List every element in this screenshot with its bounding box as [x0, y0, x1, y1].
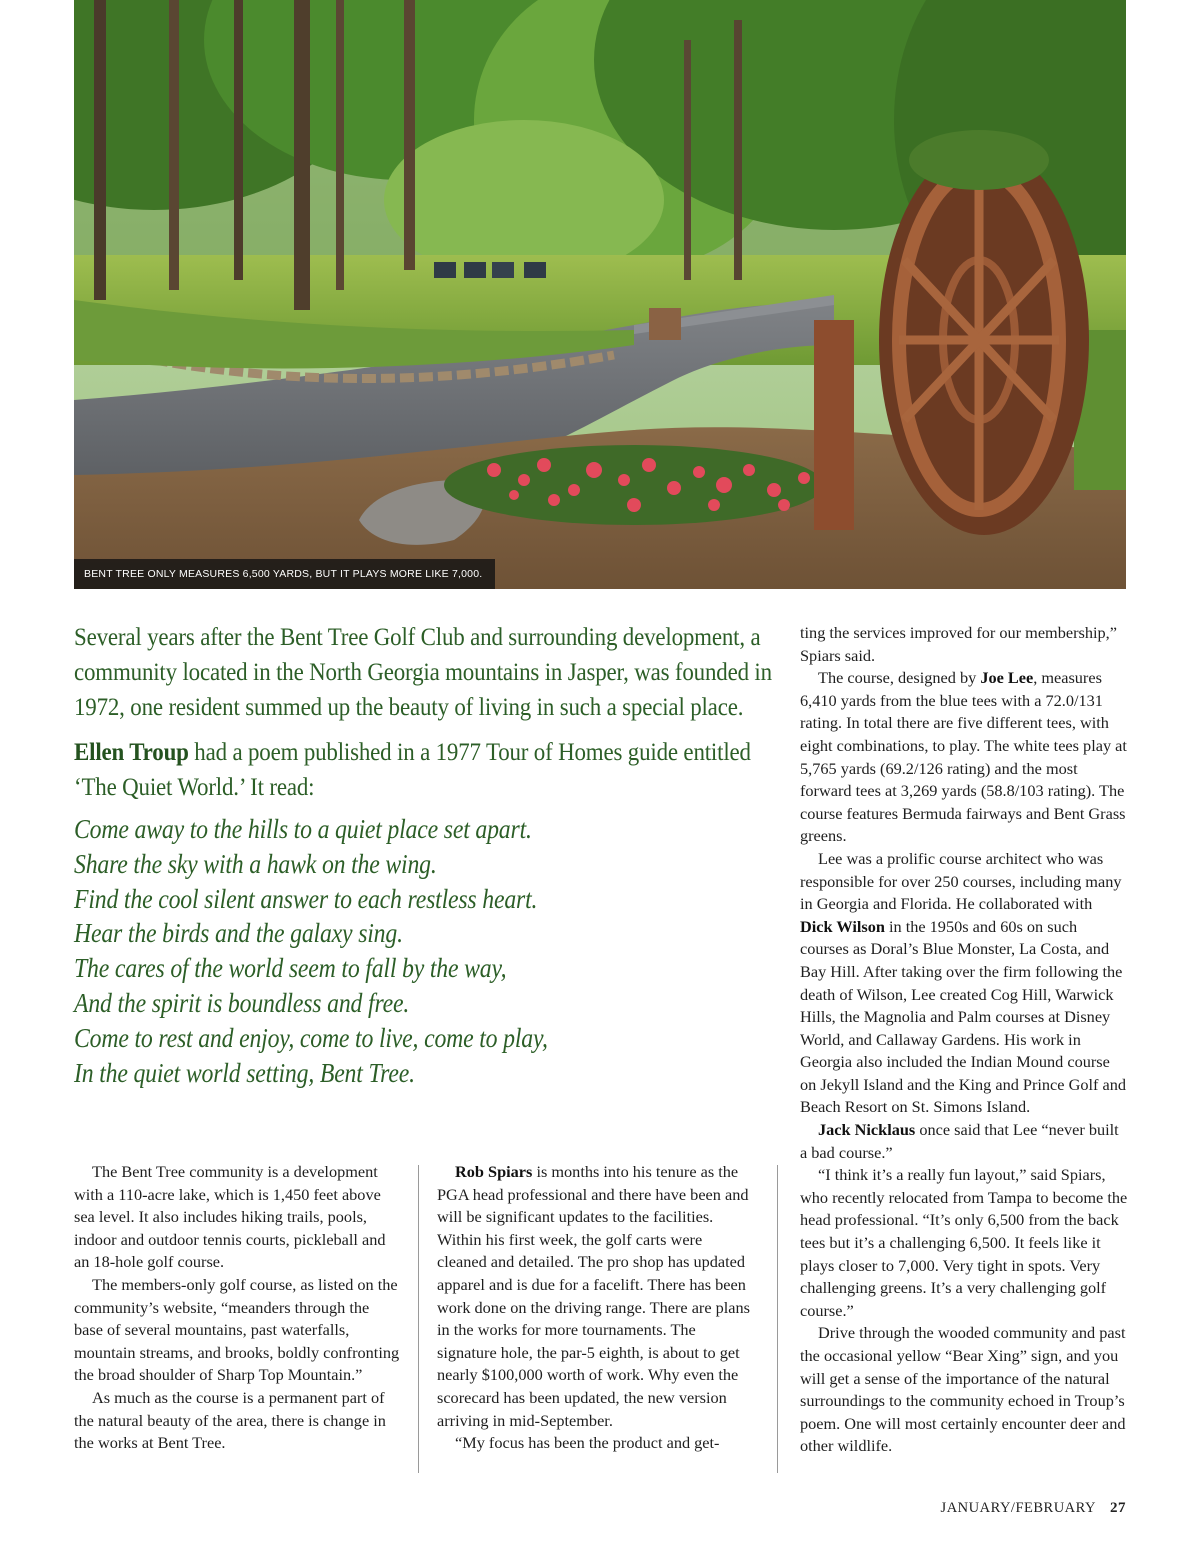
lead-troup [74, 734, 774, 804]
poem-line: Come to rest and enjoy, come to live, come to play, [74, 1022, 548, 1053]
text-run: in the 1950s and 60s on such courses as Doral’s Blue Monster, La Costa, and Bay Hill. After taking over the firm following the death of Wilson, Lee created Cog Hill, Warwick Hills, the Magnolia and Palm courses at Disney World, and Callaway Gardens. His work in Georgia also included the Indian Mound course on Jekyll Island and the King and Prince Golf and Beach Resort on St. Simons Island. [800, 916, 1127, 1117]
poem-line: The cares of the world seem to fall by the way, [74, 953, 507, 984]
page-number: 27 [1110, 1500, 1126, 1516]
poem-line: And the spirit is boundless and free. [74, 987, 410, 1018]
paragraph: “My focus has been the product and get- [455, 1433, 720, 1453]
lead-intro: Several years after the Bent Tree Golf Club and surrounding development, a community located in the North Georgia mountains in Jasper, was founded in 1972, one resident summed up the beauty of living in such a special place. [74, 622, 772, 721]
paragraph: The Bent Tree community is a development with a 110-acre lake, which is 1,450 feet above sea level. It also includes hiking trails, pools, indoor and outdoor tennis courts, pickleball and an 18-hole golf course. [74, 1162, 386, 1272]
paragraph [437, 1161, 755, 1432]
article-column-3 [800, 622, 1128, 1458]
column-divider [777, 1165, 778, 1473]
photo-caption: BENT TREE ONLY MEASURES 6,500 YARDS, BUT IT PLAYS MORE LIKE 7,000. [74, 559, 495, 589]
paragraph: “I think it’s a really fun layout,” said Spiars, who recently relocated from Tampa to become the head professional. “It’s only 6,500 from the back tees but it’s a challenging 6,500. It feels like it plays closer to 7,000. Very tight in spots. Very challenging greens. It’s a very challenging golf course.” [800, 1165, 1128, 1320]
name-joe-lee: Joe Lee [980, 668, 1034, 688]
paragraph [800, 1119, 1128, 1164]
paragraph [800, 667, 1128, 848]
hero-photo [74, 0, 1126, 589]
paragraph: ting the services improved for our membership,” Spiars said. [800, 623, 1117, 665]
poem-line: In the quiet world setting, Bent Tree. [74, 1057, 415, 1088]
page-footer [941, 1500, 1126, 1517]
column-divider [418, 1165, 419, 1473]
poem [74, 812, 778, 1090]
lead-troup-rest: had a poem published in a 1977 Tour of Homes guide entitled ‘The Quiet World.’ It read: [74, 737, 751, 801]
poem-line: Hear the birds and the galaxy sing. [74, 918, 403, 949]
name-rob-spiars: Rob Spiars [455, 1162, 533, 1181]
text-run: , measures 6,410 yards from the blue tees with a 72.0/131 rating. In total there are five different tees, with eight combinations, to play. The white tees play at 5,765 yards (69.2/126 rating) and the most forward tees at 3,269 yards (58.8/103 rating). The course features Bermuda fairways and Bent Grass greens. [800, 668, 1127, 846]
name-dick-wilson: Dick Wilson [800, 916, 885, 936]
text-run: is months into his tenure as the PGA head professional and there have been and will be significant updates to the facilities. Within his first week, the golf carts were cleaned and detailed. The pro shop has updated apparel and is due for a facelift. There has been work done on the driving range. There are plans in the works for more tournaments. The signature hole, the par-5 eighth, is about to get nearly $100,000 worth of work. Why even the scorecard has been updated, the new version arriving in mid-September. [437, 1162, 751, 1430]
article-column-1 [74, 1161, 400, 1455]
text-run: Lee was a prolific course architect who was responsible for over 250 courses, including many in Georgia and Florida. He collaborated with [800, 848, 1122, 914]
text-run: once said that Lee “never built a bad course.” [800, 1120, 1119, 1162]
paragraph: Drive through the wooded community and past the occasional yellow “Bear Xing” sign, and you will get a sense of the importance of the natural surroundings to the community echoed in Troup’s poem. One will most certainly encounter deer and other wildlife. [800, 1323, 1126, 1456]
article-column-2 [437, 1161, 755, 1455]
paragraph: The members-only golf course, as listed on the community’s website, “meanders through the base of several mountains, past waterfalls, mountain streams, and brooks, boldly confronting the broad shoulder of Sharp Top Mountain.” [74, 1274, 400, 1385]
paragraph [800, 848, 1128, 1119]
poem-line: Share the sky with a hawk on the wing. [74, 848, 437, 879]
paragraph: As much as the course is a permanent part of the natural beauty of the area, there is change in the works at Bent Tree. [74, 1387, 386, 1453]
name-jack-nicklaus: Jack Nicklaus [818, 1120, 916, 1140]
text-run: The course, designed by [818, 668, 981, 688]
lead-block [74, 619, 774, 1090]
issue-label: JANUARY/FEBRUARY [940, 1500, 1096, 1516]
photo-golf-course-waterwheel-icon [74, 0, 1126, 589]
poem-line: Come away to the hills to a quiet place set apart. [74, 814, 532, 844]
lead-troup-name: Ellen Troup [74, 737, 189, 766]
poem-line: Find the cool silent answer to each restless heart. [74, 883, 538, 914]
